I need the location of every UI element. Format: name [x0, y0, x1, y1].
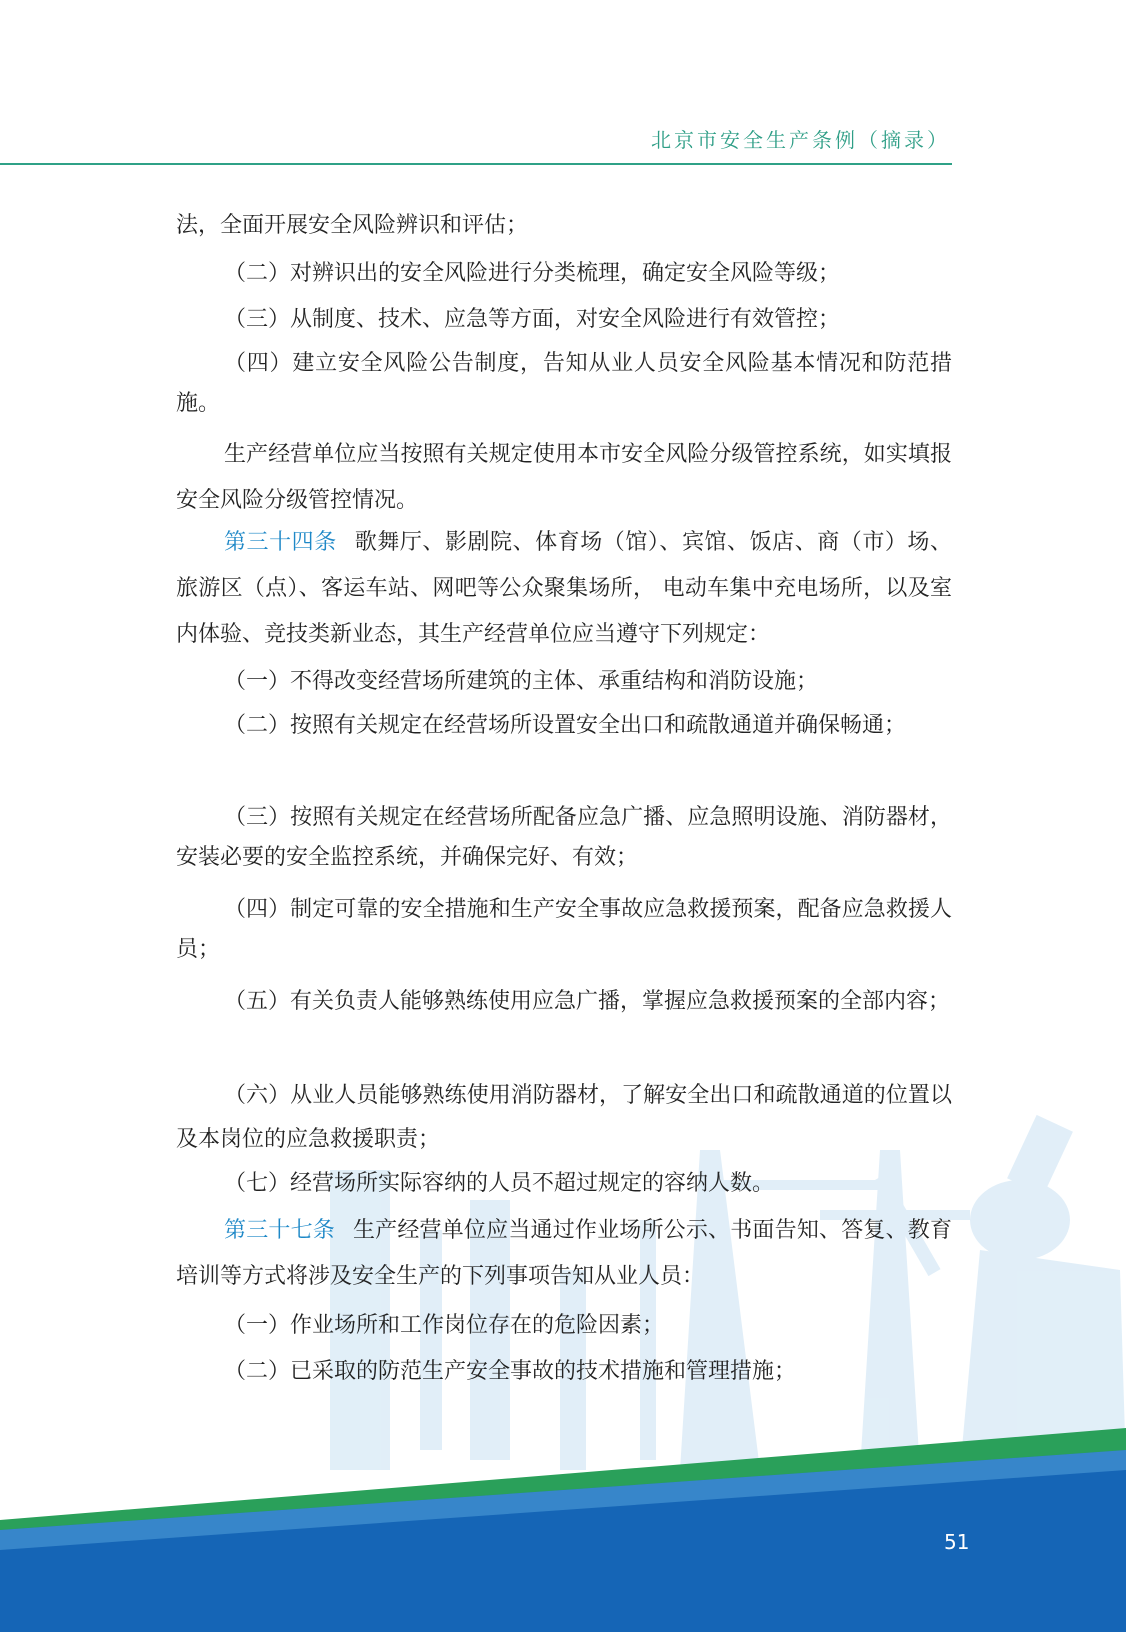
paragraph	[176, 204, 952, 248]
list-item-text: （三）按照有关规定在经营场所配备应急广播、应急照明设施、消防器材，安装必要的安全监控系统，并确保完好、有效；	[176, 805, 952, 870]
running-header-title: 北京市安全生产条例（摘录）	[651, 128, 950, 152]
list-item-text: （二）对辨识出的安全风险进行分类梳理，确定安全风险等级；	[224, 261, 841, 286]
paragraph-text: 生产经营单位应当按照有关规定使用本市安全风险分级管控系统，如实填报安全风险分级管控情况。	[176, 442, 952, 513]
list-item	[176, 798, 952, 878]
article-34	[176, 520, 952, 658]
list-item-text: （三）从制度、技术、应急等方面，对安全风险进行有效管控；	[224, 307, 841, 332]
article-37	[176, 1208, 952, 1300]
paragraph	[176, 432, 952, 524]
article-37-text: 生产经营单位应当通过作业场所公示、书面告知、答复、教育培训等方式将涉及安全生产的下列事项告知从业人员：	[176, 1218, 952, 1289]
list-item	[176, 982, 952, 1022]
list-item	[176, 1162, 952, 1206]
list-item	[176, 298, 952, 342]
list-item-text: （五）有关负责人能够熟练使用应急广播，掌握应急救援预案的全部内容；	[224, 989, 951, 1014]
list-item	[176, 252, 952, 296]
list-item-text: （一）作业场所和工作岗位存在的危险因素；	[224, 1313, 665, 1338]
header-divider	[0, 163, 952, 165]
list-item	[176, 1074, 952, 1162]
list-item-text: （四）建立安全风险公告制度，告知从业人员安全风险基本情况和防范措施。	[176, 351, 952, 416]
list-item-text: （二）按照有关规定在经营场所设置安全出口和疏散通道并确保畅通；	[224, 713, 907, 738]
list-item	[176, 1304, 952, 1348]
list-item	[176, 706, 952, 746]
list-item	[176, 660, 952, 704]
article-37-label: 第三十七条	[224, 1218, 335, 1243]
list-item	[176, 890, 952, 970]
list-item-text: （七）经营场所实际容纳的人员不超过规定的容纳人数。	[224, 1171, 775, 1196]
article-34-text: 歌舞厅、影剧院、体育场（馆）、宾馆、饭店、商（市）场、旅游区（点）、客运车站、网吧等公众聚集场所， 电动车集中充电场所，以及室内体验、竞技类新业态，其生产经营单位应当遵守下列规定：	[176, 530, 952, 647]
list-item-text: （一）不得改变经营场所建筑的主体、承重结构和消防设施；	[224, 669, 819, 694]
paragraph-text: 法，全面开展安全风险辨识和评估；	[176, 213, 529, 238]
list-item-text: （二）已采取的防范生产安全事故的技术措施和管理措施；	[224, 1359, 797, 1384]
page-number: 51	[944, 1530, 970, 1554]
list-item-text: （四）制定可靠的安全措施和生产安全事故应急救援预案，配备应急救援人员；	[176, 897, 952, 962]
list-item	[176, 344, 952, 424]
article-34-label: 第三十四条	[224, 530, 337, 555]
list-item-text: （六）从业人员能够熟练使用消防器材，了解安全出口和疏散通道的位置以及本岗位的应急救援职责；	[176, 1083, 952, 1152]
list-item	[176, 1350, 952, 1394]
